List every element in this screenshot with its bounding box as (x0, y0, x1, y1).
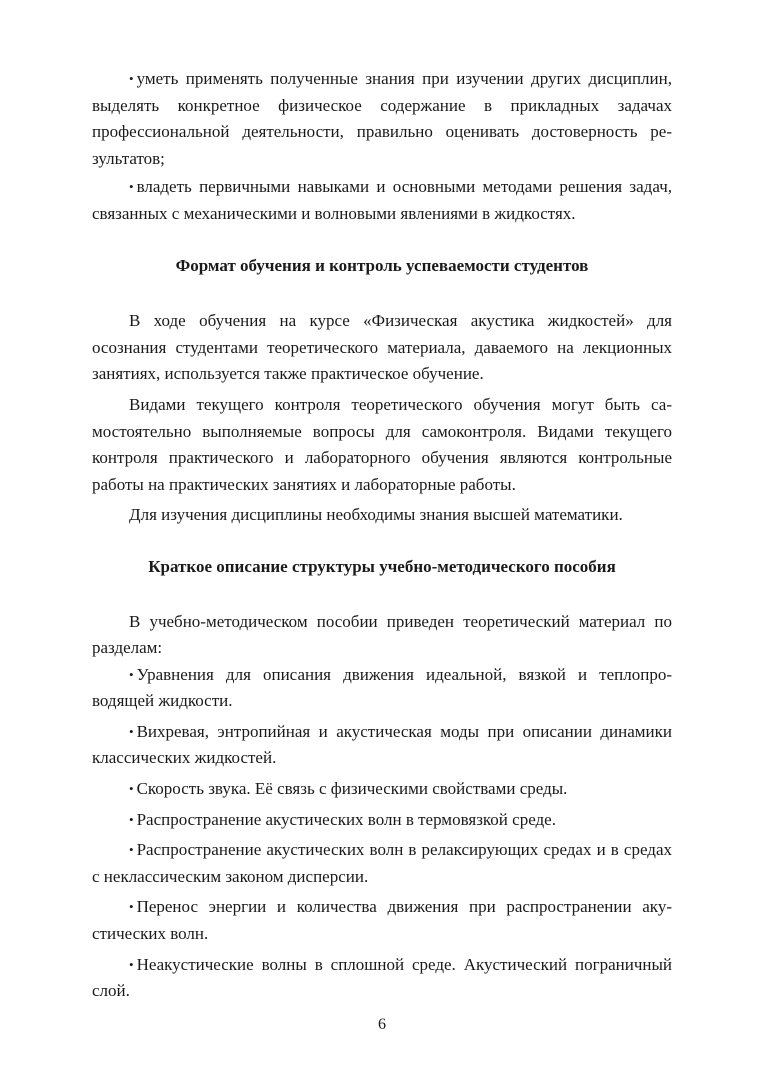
bullet-icon: • (129, 956, 134, 972)
structure-list-text: Вихревая, энтропийная и акустическая моды при описании динамики классических жидкостей. (92, 721, 672, 768)
page-body (92, 66, 672, 1005)
top-bullet-text: уметь применять полученные знания при изучении других дисциплин, выделять конкретное физическое содержание в прикладных задачах профессиональной деятельности, правильно оценивать достоверность результатов; (92, 69, 672, 168)
bullet-icon: • (129, 899, 134, 915)
bullet-icon: • (129, 842, 134, 858)
structure-list-text: Скорость звука. Её связь с физическими свойствами среды. (136, 779, 568, 799)
paragraph: В учебно-методическом пособии приведен теоретический материал по разделам: (92, 611, 672, 658)
bullet-icon: • (129, 179, 134, 195)
paragraph: Видами текущего контроля теоретического обучения могут быть самостоятельно выполняемые вопросы для самоконтроля. Видами текущего контроля практического и лабораторного обучения являются контрольные работы на практических занятиях и лабораторные работы. (92, 394, 672, 494)
bullet-icon: • (129, 781, 134, 797)
structure-list-item (92, 837, 672, 890)
structure-list-item (92, 776, 672, 803)
top-bullet-text: владеть первичными навыками и основными методами решения задач, связанных с механическими и волновыми явлениями в жидкостях. (92, 177, 672, 223)
structure-list-item (92, 807, 672, 834)
structure-list-item (92, 952, 672, 1005)
structure-list-item (92, 662, 672, 715)
bullet-icon: • (129, 811, 134, 827)
paragraph: В ходе обучения на курсе «Физическая акустика жидкостей» для осознания студентами теоретического материала, даваемого на лекционных занятиях, используется также практическое обучение. (92, 311, 672, 384)
structure-list-text: Распространение акустических волн в релаксирующих средах и в средах с неклассическим законом дисперсии. (92, 840, 672, 886)
structure-list-text: Перенос энергии и количества движения при распространении акустических волн. (92, 897, 672, 944)
top-bullet-item (92, 66, 672, 172)
structure-list-item (92, 894, 672, 947)
structure-list-item (92, 719, 672, 772)
paragraph: Для изучения дисциплины необходимы знания высшей математики. (129, 505, 623, 525)
structure-list-text: Неакустические волны в сплошной среде. Акустический пограничный слой. (92, 954, 672, 1001)
page-number: 6 (378, 1016, 386, 1033)
bullet-icon: • (129, 71, 134, 86)
structure-list-text: Распространение акустических волн в термовязкой среде. (136, 809, 556, 829)
structure-list-text: Уравнения для описания движения идеальной, вязкой и теплопроводящей жидкости. (92, 664, 672, 711)
bullet-icon: • (129, 666, 134, 682)
section-heading-format: Формат обучения и контроль успеваемости студентов (175, 255, 589, 275)
section-heading-structure: Краткое описание структуры учебно-методического пособия (148, 556, 616, 576)
top-bullet-item (92, 174, 672, 227)
bullet-icon: • (129, 723, 134, 739)
